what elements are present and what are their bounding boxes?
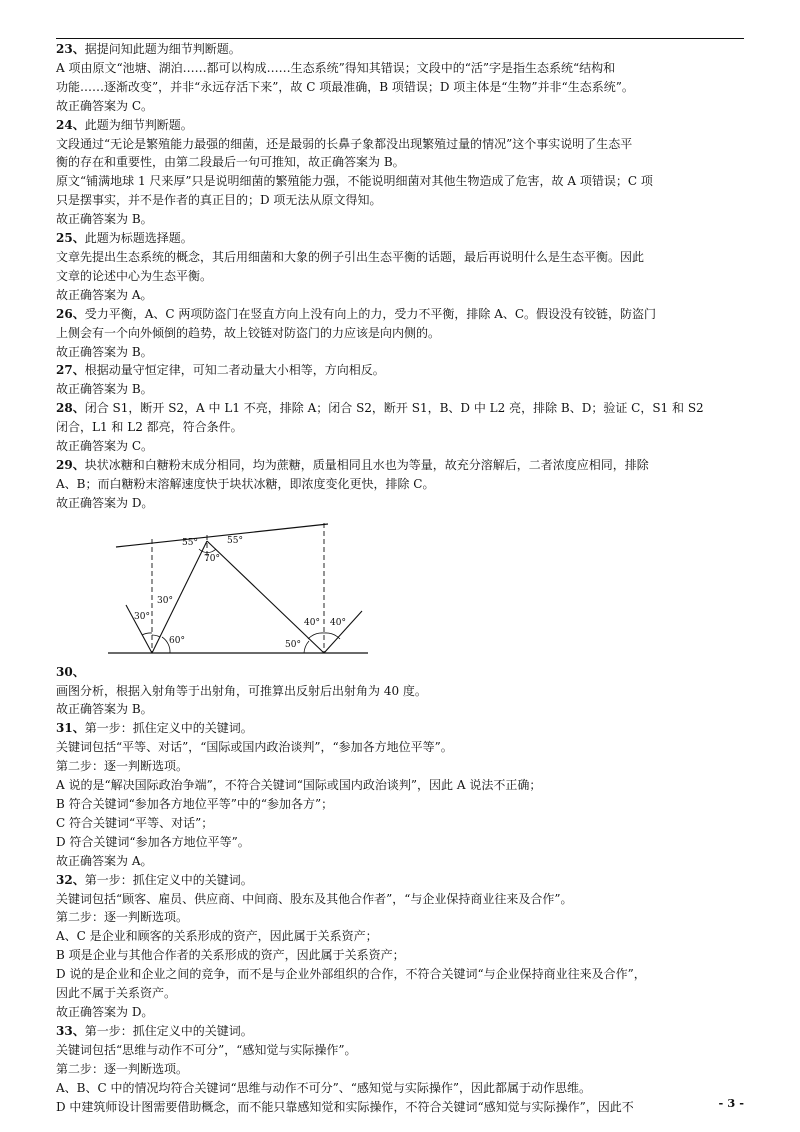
angle-label: 40° (330, 617, 346, 628)
question-number-separator: 、 (72, 457, 85, 472)
line-text: 故正确答案为 A。 (56, 853, 153, 868)
line-text: 受力平衡，A、C 两项防盗门在竖直方向上没有向上的力，受力不平衡，排除 A、C。假设没有铰链，防盗门 (84, 306, 657, 321)
text-line (56, 965, 744, 984)
question-number: 32 (56, 872, 73, 887)
angle-arc (308, 633, 324, 639)
question-number-separator: 、 (72, 401, 85, 416)
light-reflection-diagram (56, 513, 744, 663)
question-number: 28 (56, 401, 73, 416)
line-text: 第一步：抓住定义中的关键词。 (84, 1023, 253, 1038)
text-line (56, 738, 744, 757)
text-line (56, 814, 744, 833)
line-text: 衡的存在和重要性，由第二段最后一句可推知，故正确答案为 B。 (56, 155, 405, 170)
question-number: 23 (56, 42, 73, 56)
line-text: 故正确答案为 B。 (56, 702, 153, 717)
text-line (56, 437, 744, 456)
question-number-separator: 、 (72, 1023, 85, 1038)
text-line (56, 286, 744, 305)
line-text: 画图分析，根据入射角等于出射角，可推算出反射后出射角为 40 度。 (56, 683, 427, 698)
text-line (56, 852, 744, 871)
question-heading-line (56, 40, 744, 59)
line-text: 关键词包括“思维与动作不可分”，“感知觉与实际操作”。 (56, 1042, 357, 1057)
question-heading-line (56, 456, 744, 475)
text-line (56, 1079, 744, 1098)
question-number-separator: 、 (72, 231, 85, 246)
angle-label: 70° (204, 553, 220, 564)
reflected-ray (207, 541, 324, 653)
line-text: 故正确答案为 B。 (56, 212, 153, 227)
diagram-figure (56, 513, 744, 663)
line-text: C 符合关键词“平等、对话”； (56, 815, 214, 830)
question-number: 24 (56, 117, 73, 132)
line-text: 故正确答案为 C。 (56, 439, 153, 454)
text-line (56, 795, 744, 814)
line-text: 故正确答案为 B。 (56, 382, 153, 397)
angle-label: 55° (227, 535, 243, 546)
line-text: 故正确答案为 A。 (56, 287, 153, 302)
question-number-separator: 、 (72, 42, 85, 56)
angle-label: 50° (285, 639, 301, 650)
upper-mirror-line (116, 524, 328, 547)
text-line (56, 418, 744, 437)
line-text: A 项由原文“池塘、湖泊……都可以构成……生态系统”得知其错误；文段中的“活”字是指生态系统“结构和 (56, 60, 616, 75)
question-number-separator: 、 (72, 664, 85, 679)
text-line (56, 700, 744, 719)
angle-label: 55° (182, 537, 198, 548)
question-heading-line (56, 663, 744, 682)
text-line (56, 984, 744, 1003)
line-text: 闭合 S1，断开 S2，A 中 L1 不亮，排除 A；闭合 S2，断开 S1，B、D 中 L2 亮，排除 B、D；验证 C，S1 和 S2 (84, 401, 704, 416)
question-number-separator: 、 (72, 306, 85, 321)
angle-label: 30° (134, 611, 150, 622)
line-text: 块状冰糖和白糖粉末成分相同，均为蔗糖，质量相同且水也为等量，故充分溶解后，二者浓度应相同，排除 (84, 457, 649, 472)
text-line (56, 890, 744, 909)
text-line (56, 78, 744, 97)
line-text: A、B、C 中的情况均符合关键词“思维与动作不可分”、“感知觉与实际操作”，因此都属于动作思维。 (56, 1080, 592, 1095)
text-line (56, 946, 744, 965)
line-text: 根据动量守恒定律，可知二者动量大小相等，方向相反。 (84, 363, 385, 378)
question-number: 29 (56, 457, 73, 472)
question-heading-line (56, 399, 744, 418)
question-number: 33 (56, 1023, 73, 1038)
question-number-separator: 、 (72, 721, 85, 736)
question-heading-line (56, 116, 744, 135)
line-text: 第二步：逐一判断选项。 (56, 759, 189, 774)
line-text: 故正确答案为 C。 (56, 98, 153, 113)
page-number: - 3 - (718, 1096, 744, 1110)
text-line (56, 927, 744, 946)
line-text: A 说的是“解决国际政治争端”，不符合关键词“国际或国内政治谈判”，因此 A 说法不正确； (56, 778, 542, 793)
text-line (56, 1098, 744, 1117)
text-line (56, 776, 744, 795)
line-text: 此题为细节判断题。 (84, 117, 193, 132)
question-number-separator: 、 (72, 117, 85, 132)
line-text: 第一步：抓住定义中的关键词。 (84, 872, 253, 887)
line-text: 闭合，L1 和 L2 都亮，符合条件。 (56, 420, 243, 435)
line-text: 关键词包括“顾客、雇员、供应商、中间商、股东及其他合作者”，“与企业保持商业往来及合作”。 (56, 891, 573, 906)
question-heading-line (56, 871, 744, 890)
text-line (56, 324, 744, 343)
line-text: 故正确答案为 D。 (56, 495, 154, 510)
text-line (56, 172, 744, 191)
question-number: 30 (56, 664, 73, 679)
angle-arc (304, 641, 309, 653)
text-line (56, 210, 744, 229)
text-line (56, 833, 744, 852)
answer-explanations (56, 40, 744, 1116)
document-page (56, 34, 744, 1114)
text-line (56, 682, 744, 701)
line-text: D 说的是企业和企业之间的竞争，而不是与企业外部组织的合作，不符合关键词“与企业保持商业往来及合作”， (56, 967, 646, 982)
text-line (56, 191, 744, 210)
angle-arc (142, 633, 152, 635)
line-text: 据提问知此题为细节判断题。 (84, 42, 241, 56)
line-text: 只是摆事实，并不是作者的真正目的；D 项无法从原文得知。 (56, 193, 382, 208)
text-line (56, 135, 744, 154)
text-line (56, 380, 744, 399)
angle-arc (152, 635, 160, 637)
text-line (56, 267, 744, 286)
line-text: B 符合关键词“参加各方地位平等”中的“参加各方”； (56, 797, 334, 811)
question-heading-line (56, 719, 744, 738)
line-text: 文段通过“无论是繁殖能力最强的细菌，还是最弱的长鼻子象都没出现繁殖过量的情况”这个事实说明了生态平 (56, 136, 633, 151)
text-line (56, 343, 744, 362)
text-line (56, 1003, 744, 1022)
question-number: 25 (56, 231, 73, 246)
question-heading-line (56, 1022, 744, 1041)
text-line (56, 248, 744, 267)
line-text: D 符合关键词“参加各方地位平等”。 (56, 834, 250, 849)
question-heading-line (56, 361, 744, 380)
text-line (56, 97, 744, 116)
line-text: 第二步：逐一判断选项。 (56, 1061, 189, 1076)
question-number: 31 (56, 721, 73, 736)
angle-label: 30° (157, 595, 173, 606)
line-text: 关键词包括“平等、对话”，“国际或国内政治谈判”，“参加各方地位平等”。 (56, 740, 453, 755)
line-text: 因此不属于关系资产。 (56, 986, 177, 1001)
text-line (56, 1060, 744, 1079)
text-line (56, 1041, 744, 1060)
question-number: 26 (56, 306, 73, 321)
line-text: 文章先提出生态系统的概念，其后用细菌和大象的例子引出生态平衡的话题，最后再说明什么是生态平衡。因此 (56, 249, 645, 264)
angle-label: 40° (304, 617, 320, 628)
text-line (56, 153, 744, 172)
angle-label: 60° (169, 635, 185, 646)
line-text: 文章的论述中心为生态平衡。 (56, 268, 213, 283)
line-text: 第二步：逐一判断选项。 (56, 910, 189, 925)
line-text: 上侧会有一个向外倾倒的趋势，故上铰链对防盗门的力应该是向内侧的。 (56, 325, 441, 340)
line-text: A、B；而白糖粉末溶解速度快于块状冰糖，即浓度变化更快，排除 C。 (56, 476, 435, 491)
question-number: 27 (56, 363, 73, 378)
question-number-separator: 、 (72, 872, 85, 887)
text-line (56, 908, 744, 927)
line-text: D 中建筑师设计图需要借助概念，而不能只靠感知觉和实际操作，不符合关键词“感知觉与实际操作”，因此不 (56, 1099, 634, 1114)
line-text: 原文“铺满地球 1 尺来厚”只是说明细菌的繁殖能力强，不能说明细菌对其他生物造成了危害，故 A 项错误；C 项 (56, 174, 653, 189)
text-line (56, 494, 744, 513)
question-heading-line (56, 305, 744, 324)
line-text: A、C 是企业和顾客的关系形成的资产，因此属于关系资产； (56, 929, 378, 944)
text-line (56, 475, 744, 494)
line-text: 此题为标题选择题。 (84, 231, 193, 246)
line-text: 故正确答案为 B。 (56, 344, 153, 359)
line-text: 第一步：抓住定义中的关键词。 (84, 721, 253, 736)
line-text: B 项是企业与其他合作者的关系形成的资产，因此属于关系资产； (56, 948, 405, 963)
question-heading-line (56, 229, 744, 248)
line-text: 故正确答案为 D。 (56, 1004, 154, 1019)
line-text: 功能……逐渐改变”，并非“永远存活下来”，故 C 项最准确，B 项错误；D 项主体是“生物”并非“生态系统”。 (56, 79, 634, 94)
text-line (56, 59, 744, 78)
question-number-separator: 、 (72, 363, 85, 378)
text-line (56, 757, 744, 776)
